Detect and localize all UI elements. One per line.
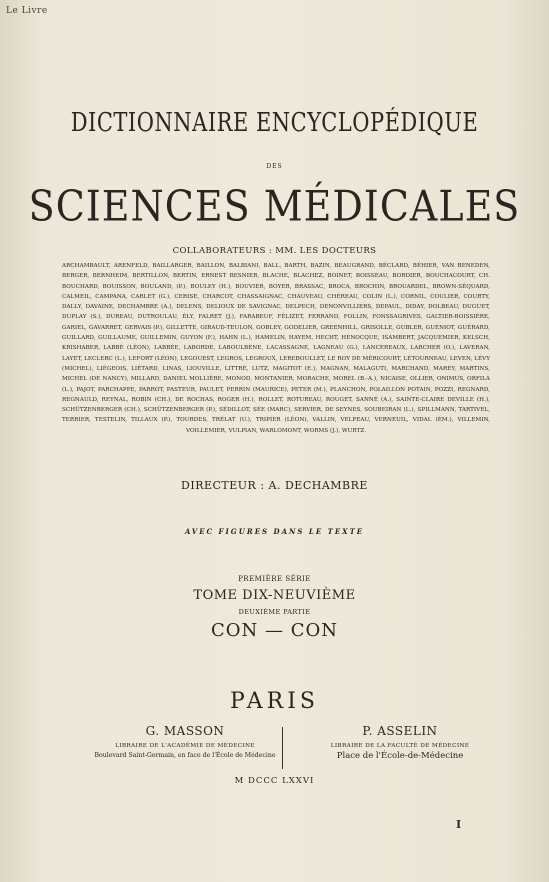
publisher-left-address: Boulevard Saint-Germain, en face de l'École de Médecine bbox=[94, 752, 276, 759]
publisher-right-address: Place de l'École-de-Médecine bbox=[336, 751, 464, 761]
signature-mark: I bbox=[456, 818, 462, 831]
publisher-right-name: P. ASSELIN bbox=[362, 724, 438, 738]
publisher-left-name: G. MASSON bbox=[145, 724, 225, 738]
watermark-corner: Le Livre bbox=[6, 6, 48, 16]
title-line-1: DICTIONNAIRE ENCYCLOPÉDIQUE bbox=[70, 107, 479, 137]
part-label: DEUXIÈME PARTIE bbox=[238, 608, 311, 616]
publisher-right bbox=[300, 724, 500, 761]
imprint-year: M DCCC LXXVI bbox=[234, 776, 315, 786]
publisher-left-title: LIBRAIRE DE L'ACADÉMIE DE MÉDECINE bbox=[115, 743, 255, 749]
publisher-divider bbox=[282, 727, 283, 769]
director-line: DIRECTEUR : A. DECHAMBRE bbox=[181, 479, 368, 492]
imprint-city: PARIS bbox=[230, 689, 319, 714]
publisher-left bbox=[80, 724, 290, 759]
series-label: PREMIÈRE SÉRIE bbox=[238, 575, 311, 583]
collaborators-list: ARCHAMBAULT, ARENFELD, BAILLARGER, BAILLON, BALBIANI, BALL, BARTH, BAZIN, BEAUGRAND, BÉCLARD, BÉHIER, VAN BENEDEN, BERGER, BERNHEIM, BERTILLON, BERTIN, ERNEST BESNIER, BLACHE, BLACHEZ, BOINET, BOISSEAU, BORDIER, BOUCHACOURT, CH. BOUCHARD, BOUISSON, BOULAND, (P.), BOULEY (H.), BOUVIER, BOYER, BRASSAC, BROCA, BROCHIN, BROUARDEL, BROWN-SÉQUARD, CALMEIL, CAMPANA, CARLET (G.), CERISE, CHARCOT, CHASSAIGNAC, CHAUVEAU, CHÉREAU, COLIN (L.), CORNIL, COULIER, COURTY, DALLY, DAVAINE, DECHAMBRE (A.), DELENS, DELIOUX DE SAVIGNAC, DELPECH, DENONVILLIERS, DEPAUL, DIDAY, DOLBEAU, DUGUET, DUPLAY (S.), DUREAU, DUTROULAU, ÉLY, FALRET (J.), FARABEUF, FÉLIZET, FERRAND, FOLLIN, FONSSAGRIVES, GALTIER-BOISSIÈRE, GARIEL, GAVARRET, GERVAIS (P.), GILLETTE, GIRAUD-TEULON, GOBLEY, GODELIER, GREENHILL, GRISOLLE, GUBLER, GUÉNIOT, GUÉRARD, GUILLARD, GUILLAUME, GUILLEMIN, GUYON (F.), HAHN (L.), HAMELIN, HAYEM, HECHT, HÉNOCQUE, ISAMBERT, JACQUEMIER, KELSCH, KRISHABER, LABBÉ (LÉON), LABBÉE, LABORDE, LABOULBÈNE, LACASSAGNE, LAGNEAU (G.), LANCEREAUX, LARCHER (O.), LAVERAN, LAYET, LECLERC (L.), LEFORT (LÉON), LEGOUEST, LEGROS, LEGROUX, LEREBOULLET, LE ROY DE MÉRICOURT, LÉTOURNEAU, LEVEN, LÉVY (MICHEL), LIÉGEOIS, LIÉTARD, LINAS, LIOUVILLE, LITTRÉ, LUTZ, MAGITOT (E.), MAGNAN, MALAGUTI, MARCHAND, MAREY, MARTINS, MICHEL (DE NANCY), MILLARD, DANIEL MOLLIÈRE, MONOD, MONTANIER, MORACHE, MOREL (B.-A.), NICAISE, OLLIER, ONIMUS, ORFILA (L.), PAJOT, PARCHAPPE, PARROT, PASTEUR, PAULET, PERRIN (MAURICE), PETER (M.), PLANCHON, POLAILLON POTAIN, POZZI, REGNARD, REGNAULD, REYNAL, ROBIN (CH.), DE ROCHAS, ROGER (H.), ROLLET, ROTUREAU, ROUGET, SANNÉ (A.), SAINTE-CLAIRE DEVILLE (H.), SCHÜTZENBERGER (CH.), SCHÜTZENBERGER (P.), SÉDILLOT, SÉE (MARC), SERVIER, DE SEYNES, SOUBEIRAN (L.), SPILLMANN, TARTIVEL, TERRIER, TESTELIN, TILLAUX (P.), TOURDES, TRÉLAT (U.), TRIPIER (LÉON), VALLIN, VELPEAU, VERNEUIL, VIDAL (ÉM.), VILLEMIN, VOILLEMIER, VULPIAN, WARLOMONT, WORMS (J.), WURTZ. bbox=[62, 263, 490, 434]
publisher-right-title: LIBRAIRE DE LA FACULTÉ DE MÉDECINE bbox=[330, 743, 470, 749]
figures-note: AVEC FIGURES DANS LE TEXTE bbox=[184, 527, 365, 536]
entry-range: CON — CON bbox=[210, 620, 338, 641]
title-connector: DES bbox=[266, 163, 283, 170]
collaborators-heading: COLLABORATEURS : MM. LES DOCTEURS bbox=[172, 246, 377, 256]
volume-label: TOME DIX-NEUVIÈME bbox=[193, 588, 356, 603]
title-line-2: SCIENCES MÉDICALES bbox=[28, 181, 521, 231]
